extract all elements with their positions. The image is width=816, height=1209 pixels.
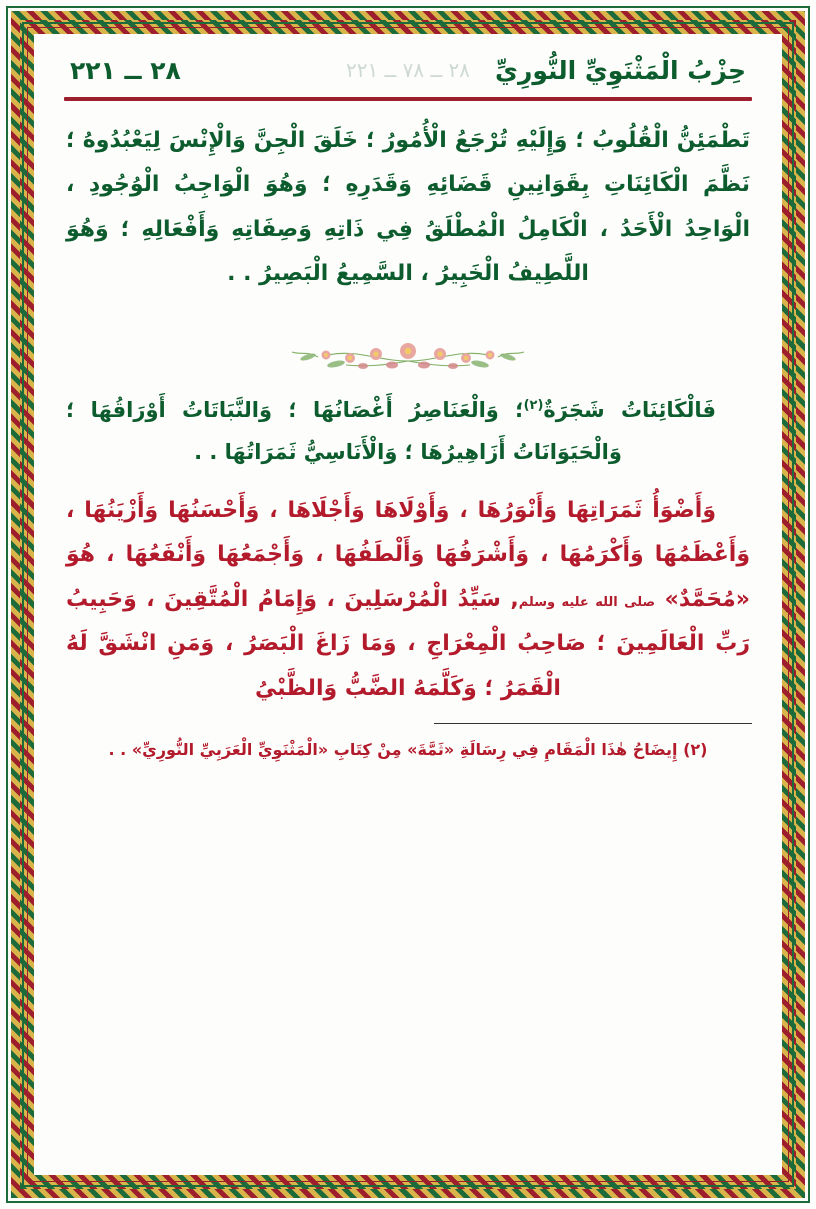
page-header (62, 56, 754, 91)
header-watermark: ٢٨ ــ ٧٨ ــ ٢٢١ (345, 58, 471, 82)
footnote-separator-rule (434, 723, 752, 724)
paragraph-1: تَطْمَئِنُّ الْقُلُوبُ ؛ وَإِلَيْهِ تُرْجَعُ الْأُمُورُ ؛ خَلَقَ الْجِنَّ وَالْإِنْسَ لِيَعْبُدُوهُ ؛ نَظَّمَ الْكَائِنَاتِ بِقَوَانِينِ قَضَائِهِ وَقَدَرِهِ ؛ وَهُوَ الْوَاجِبُ الْوُجُودِ ، الْوَاحِدُ الْأَحَدُ ، الْكَامِلُ الْمُطْلَقُ فِي ذَاتِهِ وَصِفَاتِهِ وَأَفْعَالِهِ ؛ وَهُوَ اللَّطِيفُ الْخَبِيرُ ، السَّمِيعُ الْبَصِيرُ . . (66, 128, 750, 287)
paragraph-2-text: ؛ وَالْعَنَاصِرُ أَغْصَانُهَا ؛ وَالنَّبَاتَاتُ أَوْرَاقُهَا ؛ وَالْحَيَوَانَاتُ أَزَاهِيرُهَا ؛ وَالْأَنَاسِيُّ ثَمَرَاتُهَا . . (66, 397, 622, 464)
paragraph-2 (66, 389, 750, 473)
page-content (34, 34, 782, 1175)
document-title: حِزْبُ الْمَثْنَوِيِّ النُّورِيِّ (495, 56, 746, 85)
honorific-salutation: صلى الله عليه وسلم (518, 594, 656, 610)
paragraph-3-text-continued: , سَيِّدُ الْمُرْسَلِينَ ، وَإِمَامُ الْمُتَّقِينَ ، وَحَبِيبُ رَبِّ الْعَالَمِينَ ؛ صَاحِبُ الْمِعْرَاجِ ، وَمَا زَاغَ الْبَصَرُ ، وَمَنِ انْشَقَّ لَهُ الْقَمَرُ ؛ وَكَلَّمَهُ الضَّبُّ وَالظَّبْيُ (66, 586, 750, 701)
page-number: ٢٨ ــ ٢٢١ (70, 56, 181, 85)
footnote-reference-marker[interactable]: (٢) (523, 397, 544, 413)
body-text (62, 119, 754, 711)
floral-divider-icon (258, 321, 558, 379)
header-divider-rule (64, 97, 752, 101)
footnote-text: (٢) إِيضَاحُ هٰذَا الْمَقَامِ فِي رِسَالَةِ «ثَمَّةَ» مِنْ كِتَابِ «الْمَثْنَوِيِّ الْعَرَبِيِّ النُّورِيِّ» . . (108, 739, 708, 759)
paragraph-2-lead: فَالْكَائِنَاتُ شَجَرَةٌ (543, 397, 717, 422)
paragraph-3-text: وَأَضْوَأُ ثَمَرَاتِهَا وَأَنْوَرُهَا ، وَأَوْلَاهَا وَأَجْلَاهَا ، وَأَحْسَنُهَا وَأَزْيَنُهَا ، وَأَعْظَمُهَا وَأَكْرَمُهَا ، وَأَشْرَفُهَا وَأَلْطَفُهَا ، وَأَجْمَعُهَا وَأَنْفَعُهَا ، هُوَ «مُحَمَّدٌ» (66, 497, 750, 612)
footnote-section (62, 723, 754, 765)
paragraph-3 (66, 489, 750, 711)
